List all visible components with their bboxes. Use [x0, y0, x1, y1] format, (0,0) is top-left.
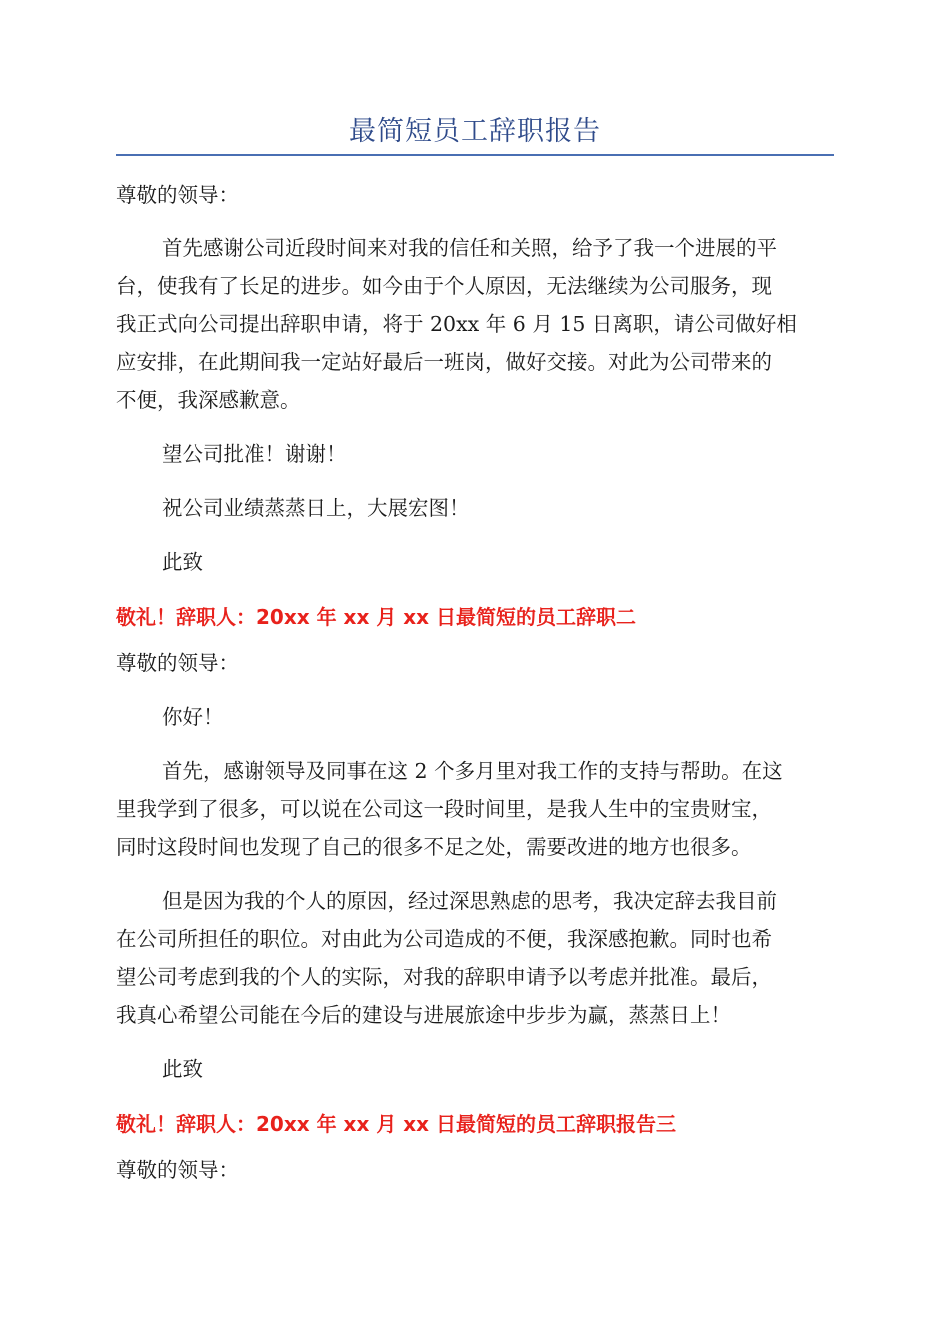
section-heading: 敬礼！辞职人：20xx 年 xx 月 xx 日最简短的员工辞职二	[116, 605, 637, 629]
paragraph-line: 首先感谢公司近段时间来对我的信任和关照，给予了我一个进展的平	[162, 236, 777, 260]
closing-line: 此致	[162, 1057, 203, 1081]
closing-line: 此致	[162, 550, 203, 574]
paragraph-line: 但是因为我的个人的原因，经过深思熟虑的思考，我决定辞去我目前	[162, 889, 777, 913]
paragraph-line: 望公司考虑到我的个人的实际，对我的辞职申请予以考虑并批准。最后，	[116, 965, 772, 989]
greeting-line: 你好！	[162, 705, 224, 729]
paragraph-line: 望公司批准！谢谢！	[162, 442, 347, 466]
paragraph-line: 首先，感谢领导及同事在这 2 个多月里对我工作的支持与帮助。在这	[162, 759, 783, 783]
paragraph-line: 我真心希望公司能在今后的建设与进展旅途中步步为赢，蒸蒸日上！	[116, 1003, 731, 1027]
paragraph-line: 不便，我深感歉意。	[116, 388, 301, 412]
salutation: 尊敬的领导：	[116, 651, 239, 675]
document-title: 最简短员工辞职报告	[349, 116, 601, 147]
paragraph-line: 应安排，在此期间我一定站好最后一班岗，做好交接。对此为公司带来的	[116, 350, 772, 374]
paragraph-line: 我正式向公司提出辞职申请，将于 20xx 年 6 月 15 日离职，请公司做好相	[116, 312, 797, 336]
paragraph-line: 同时这段时间也发现了自己的很多不足之处，需要改进的地方也很多。	[116, 835, 752, 859]
title-underline	[116, 154, 834, 156]
salutation: 尊敬的领导：	[116, 1158, 239, 1182]
section-heading: 敬礼！辞职人：20xx 年 xx 月 xx 日最简短的员工辞职报告三	[116, 1112, 677, 1136]
paragraph-line: 台，使我有了长足的进步。如今由于个人原因，无法继续为公司服务，现	[116, 274, 772, 298]
paragraph-line: 在公司所担任的职位。对由此为公司造成的不便，我深感抱歉。同时也希	[116, 927, 772, 951]
paragraph-line: 里我学到了很多，可以说在公司这一段时间里，是我人生中的宝贵财宝，	[116, 797, 772, 821]
salutation: 尊敬的领导：	[116, 183, 239, 207]
paragraph-line: 祝公司业绩蒸蒸日上，大展宏图！	[162, 496, 470, 520]
